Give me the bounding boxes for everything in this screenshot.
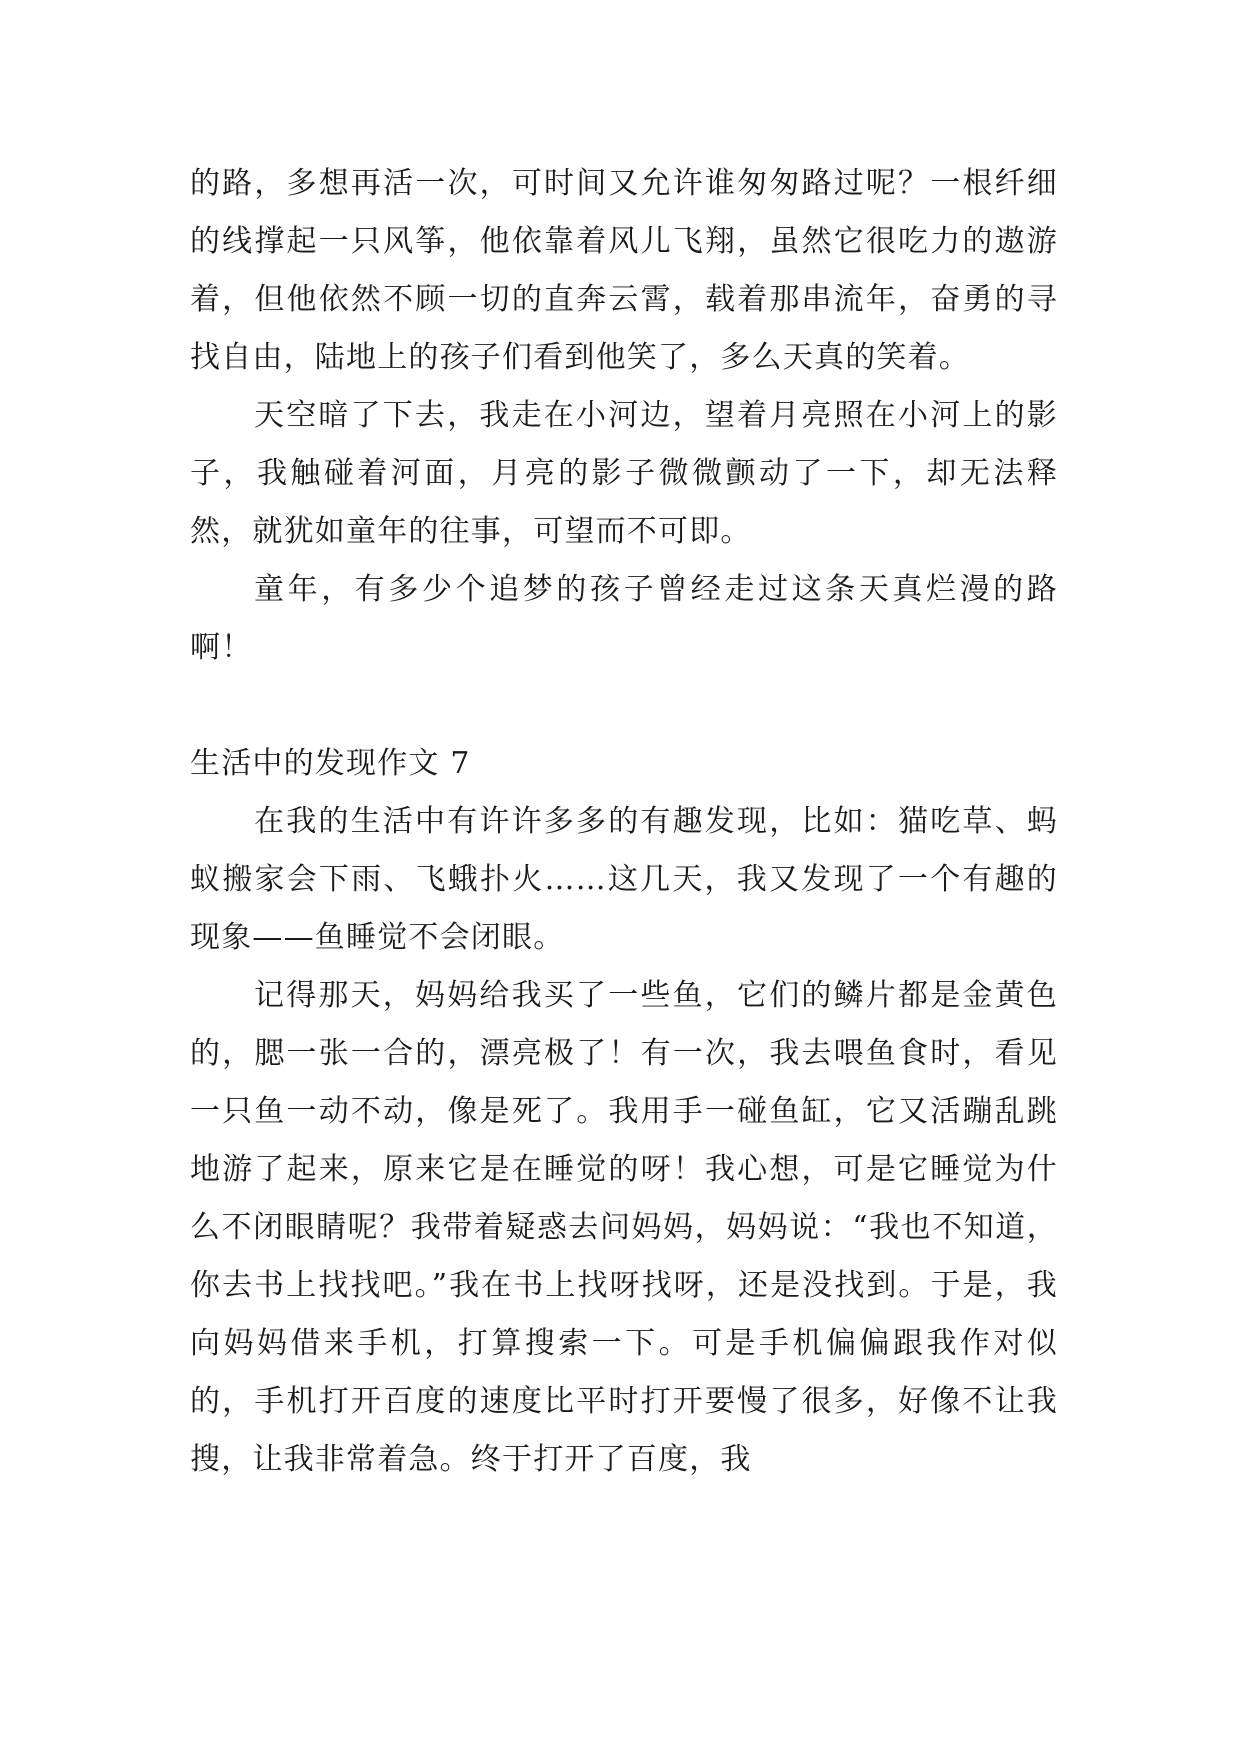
section-spacer [190, 677, 1058, 735]
paragraph-childhood: 童年，有多少个追梦的孩子曾经走过这条天真烂漫的路啊！ [190, 572, 1058, 665]
paragraph-continuation: 的路，多想再活一次，可时间又允许谁匆匆路过呢？一根纤细的线撑起一只风筝，他依靠着风儿飞翔，虽然它很吃力的遨游着，但他依然不顾一切的直奔云霄，载着那串流年，奋勇的寻找自由，陆地上的孩子们看到他笑了，多么天真的笑着。 [190, 166, 1058, 375]
document-body [190, 155, 1058, 1489]
section-title: 生活中的发现作文 7 [190, 746, 471, 781]
paragraph-moon-river: 天空暗了下去，我走在小河边，望着月亮照在小河上的影子，我触碰着河面，月亮的影子微微颤动了一下，却无法释然，就犹如童年的往事，可望而不可即。 [190, 398, 1058, 549]
paragraph-fish-story: 记得那天，妈妈给我买了一些鱼，它们的鳞片都是金黄色的，腮一张一合的，漂亮极了！有一次，我去喂鱼食时，看见一只鱼一动不动，像是死了。我用手一碰鱼缸，它又活蹦乱跳地游了起来，原来它是在睡觉的呀！我心想，可是它睡觉为什么不闭眼睛呢？我带着疑惑去问妈妈，妈妈说：“我也不知道，你去书上找找吧。”我在书上找呀找呀，还是没找到。于是，我向妈妈借来手机，打算搜索一下。可是手机偏偏跟我作对似的，手机打开百度的速度比平时打开要慢了很多，好像不让我搜，让我非常着急。终于打开了百度，我 [190, 978, 1058, 1477]
paragraph-discoveries: 在我的生活中有许许多多的有趣发现，比如：猫吃草、蚂蚁搬家会下雨、飞蛾扑火……这几天，我又发现了一个有趣的现象——鱼睡觉不会闭眼。 [190, 804, 1058, 955]
